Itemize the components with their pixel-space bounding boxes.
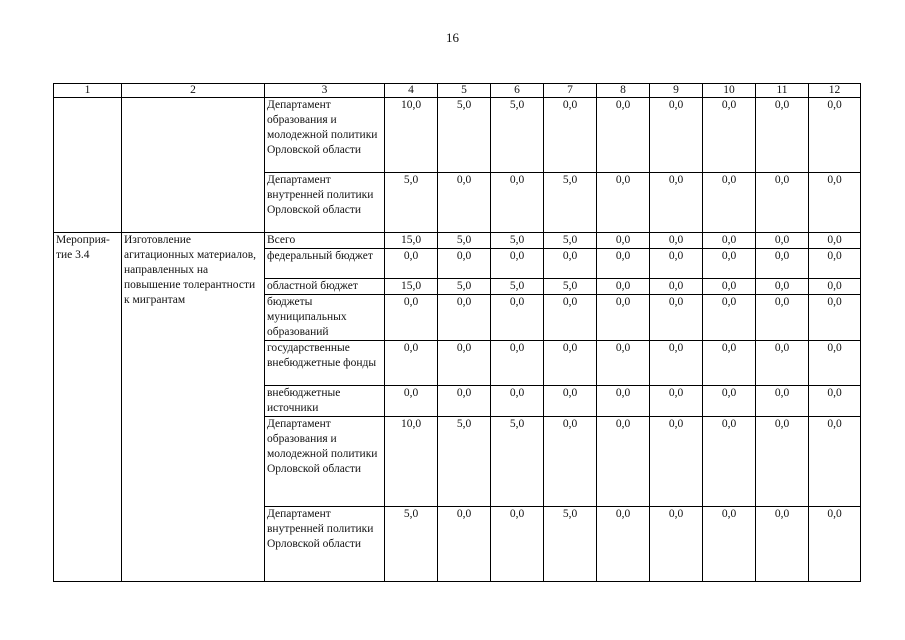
value-cell: 0,0 (597, 507, 650, 582)
value-cell: 0,0 (703, 341, 756, 386)
value-cell: 5,0 (438, 417, 491, 507)
value-cell: 0,0 (597, 295, 650, 341)
value-cell: 0,0 (650, 386, 703, 417)
value-cell: 0,0 (597, 341, 650, 386)
value-cell: 0,0 (491, 386, 544, 417)
funding-source-cell: Всего (265, 233, 385, 249)
value-cell: 0,0 (809, 173, 861, 233)
funding-source-cell: Департамент образования и молодежной политики Орловской области (265, 98, 385, 173)
value-cell: 0,0 (491, 249, 544, 279)
column-header: 1 (54, 84, 122, 98)
value-cell: 5,0 (385, 173, 438, 233)
value-cell: 0,0 (809, 386, 861, 417)
value-cell: 0,0 (809, 249, 861, 279)
value-cell: 5,0 (438, 98, 491, 173)
value-cell: 0,0 (597, 386, 650, 417)
value-cell: 0,0 (597, 417, 650, 507)
value-cell: 0,0 (544, 341, 597, 386)
value-cell: 0,0 (703, 173, 756, 233)
value-cell: 0,0 (809, 341, 861, 386)
value-cell: 0,0 (438, 295, 491, 341)
value-cell: 0,0 (544, 386, 597, 417)
value-cell: 0,0 (809, 507, 861, 582)
value-cell: 0,0 (597, 173, 650, 233)
value-cell: 0,0 (756, 341, 809, 386)
budget-table (53, 83, 861, 582)
column-header: 7 (544, 84, 597, 98)
value-cell: 0,0 (703, 98, 756, 173)
value-cell: 0,0 (597, 279, 650, 295)
value-cell: 0,0 (756, 233, 809, 249)
value-cell: 0,0 (650, 295, 703, 341)
value-cell: 0,0 (385, 386, 438, 417)
value-cell: 0,0 (597, 98, 650, 173)
value-cell: 15,0 (385, 279, 438, 295)
table-row (54, 233, 861, 249)
header-row (54, 84, 861, 98)
value-cell: 0,0 (809, 279, 861, 295)
funding-source-cell: государственные внебюджетные фонды (265, 341, 385, 386)
value-cell: 0,0 (809, 233, 861, 249)
value-cell: 0,0 (809, 98, 861, 173)
column-header: 8 (597, 84, 650, 98)
value-cell: 0,0 (756, 386, 809, 417)
value-cell: 0,0 (544, 417, 597, 507)
value-cell: 0,0 (756, 295, 809, 341)
value-cell: 5,0 (385, 507, 438, 582)
value-cell: 0,0 (650, 233, 703, 249)
table-body (54, 98, 861, 582)
value-cell: 5,0 (544, 233, 597, 249)
measure-name-cell: Изготовление агитационных материалов, направленных на повышение толерантности к мигрантам (122, 233, 265, 582)
column-header: 2 (122, 84, 265, 98)
value-cell: 0,0 (703, 279, 756, 295)
value-cell: 0,0 (491, 173, 544, 233)
value-cell: 0,0 (385, 249, 438, 279)
value-cell: 0,0 (703, 233, 756, 249)
value-cell: 0,0 (597, 233, 650, 249)
funding-source-cell: федеральный бюджет (265, 249, 385, 279)
value-cell: 0,0 (650, 341, 703, 386)
empty-cell (122, 98, 265, 233)
value-cell: 0,0 (385, 295, 438, 341)
funding-source-cell: Департамент внутренней политики Орловской области (265, 173, 385, 233)
value-cell: 0,0 (544, 249, 597, 279)
value-cell: 0,0 (703, 386, 756, 417)
measure-code-cell: Мероприя-тие 3.4 (54, 233, 122, 582)
value-cell: 0,0 (438, 249, 491, 279)
column-header: 11 (756, 84, 809, 98)
funding-source-cell: областной бюджет (265, 279, 385, 295)
value-cell: 5,0 (491, 417, 544, 507)
value-cell: 0,0 (756, 279, 809, 295)
value-cell: 0,0 (544, 295, 597, 341)
value-cell: 0,0 (703, 295, 756, 341)
value-cell: 0,0 (650, 249, 703, 279)
value-cell: 0,0 (650, 279, 703, 295)
value-cell: 5,0 (544, 507, 597, 582)
value-cell: 5,0 (491, 279, 544, 295)
value-cell: 0,0 (438, 507, 491, 582)
value-cell: 5,0 (491, 233, 544, 249)
value-cell: 0,0 (491, 341, 544, 386)
value-cell: 5,0 (438, 279, 491, 295)
value-cell: 0,0 (385, 341, 438, 386)
value-cell: 0,0 (809, 295, 861, 341)
value-cell: 10,0 (385, 98, 438, 173)
value-cell: 0,0 (703, 417, 756, 507)
value-cell: 0,0 (650, 507, 703, 582)
value-cell: 5,0 (544, 173, 597, 233)
column-header: 5 (438, 84, 491, 98)
value-cell: 0,0 (809, 417, 861, 507)
funding-source-cell: Департамент образования и молодежной политики Орловской области (265, 417, 385, 507)
value-cell: 0,0 (756, 249, 809, 279)
funding-source-cell: внебюджетные источники (265, 386, 385, 417)
table-row (54, 98, 861, 173)
column-header: 4 (385, 84, 438, 98)
value-cell: 5,0 (544, 279, 597, 295)
value-cell: 0,0 (438, 386, 491, 417)
value-cell: 0,0 (491, 295, 544, 341)
value-cell: 0,0 (756, 98, 809, 173)
value-cell: 5,0 (438, 233, 491, 249)
value-cell: 0,0 (756, 173, 809, 233)
funding-source-cell: Департамент внутренней политики Орловской области (265, 507, 385, 582)
page-number: 16 (446, 30, 459, 45)
column-header: 12 (809, 84, 861, 98)
value-cell: 0,0 (756, 507, 809, 582)
column-header: 10 (703, 84, 756, 98)
value-cell: 0,0 (438, 173, 491, 233)
value-cell: 0,0 (756, 417, 809, 507)
value-cell: 0,0 (703, 507, 756, 582)
empty-cell (54, 98, 122, 233)
value-cell: 15,0 (385, 233, 438, 249)
value-cell: 0,0 (650, 173, 703, 233)
value-cell: 0,0 (544, 98, 597, 173)
column-header: 9 (650, 84, 703, 98)
value-cell: 0,0 (438, 341, 491, 386)
column-header: 6 (491, 84, 544, 98)
value-cell: 0,0 (650, 417, 703, 507)
value-cell: 0,0 (491, 507, 544, 582)
value-cell: 0,0 (597, 249, 650, 279)
value-cell: 0,0 (650, 98, 703, 173)
value-cell: 0,0 (703, 249, 756, 279)
value-cell: 5,0 (491, 98, 544, 173)
funding-source-cell: бюджеты муниципальных образований (265, 295, 385, 341)
column-header: 3 (265, 84, 385, 98)
value-cell: 10,0 (385, 417, 438, 507)
